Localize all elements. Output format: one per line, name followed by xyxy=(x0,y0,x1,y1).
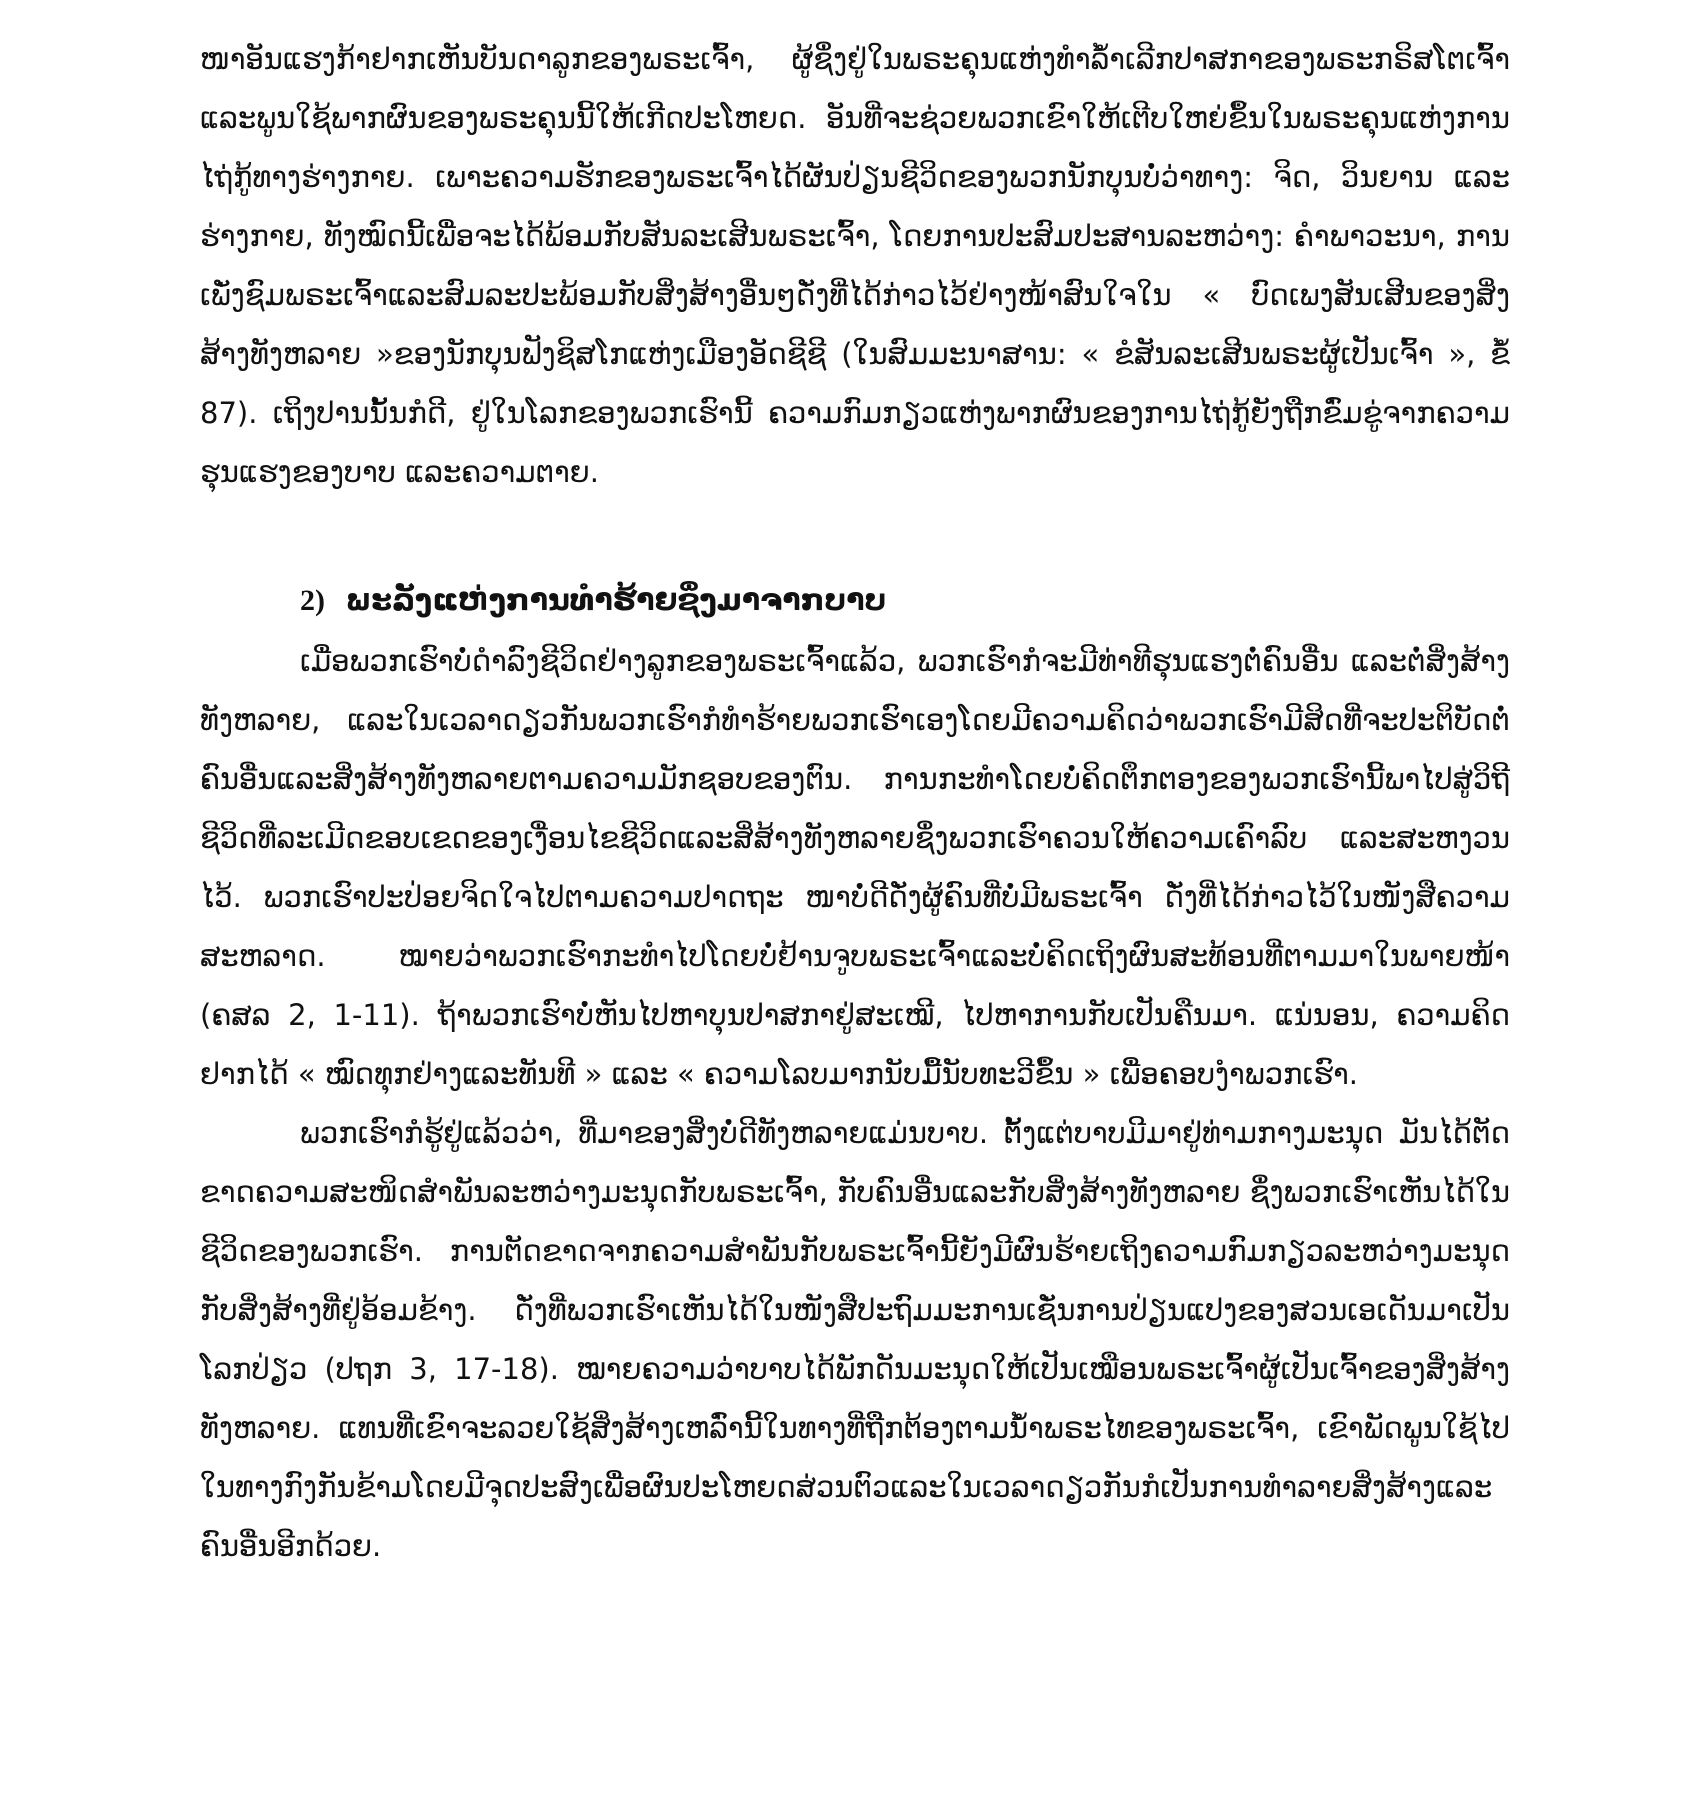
section-spacer xyxy=(200,502,1510,570)
paragraph-2: ເມື່ອພວກເຮົາບໍ່ດໍາລົງຊີວິດຢ່າງລູກຂອງພຣະເຈົ້າແລ້ວ, ພວກເຮົາກໍຈະມີທ່າທີຮຸນແຮງຕໍ່ຄົນອື່ນ ແລະຕໍ່ສິ່ງສ້າງທັງຫລາຍ, ແລະໃນເວລາດຽວກັນພວກເຮົາກໍທໍາຮ້າຍພວກເຮົາເອງໂດຍມີຄວາມຄິດວ່າພວກເຮົາມີສິດທີ່ຈະປະຕິບັດຕໍ່ຄົນອື່ນແລະສິ່ງສ້າງທັງຫລາຍຕາມຄວາມມັກຊອບຂອງຕົນ. ການກະທໍາໂດຍບໍ່ຄິດຕຶກຕອງຂອງພວກເຮົານີ້ພາໄປສູ່ວິຖີຊີວິດທີ່ລະເມີດຂອບເຂດຂອງເງື່ອນໄຂຊີວິດແລະສິ່ສ້າງທັງຫລາຍຊຶ່ງພວກເຮົາຄວນໃຫ້ຄວາມເຄົາລົບ ແລະສະຫງວນໄວ້. ພວກເຮົາປະປ່ອຍຈິດໃຈໄປຕາມຄວາມປາດຖະ ໜາບໍ່ດີດັ່ງຜູ້ຄົນທີ່ບໍ່ມີພຣະເຈົ້າ ດັ່ງທີ່ໄດ້ກ່າວໄວ້ໃນໜັງສືຄວາມສະຫລາດ. ໝາຍວ່າພວກເຮົາກະທໍາໄປໂດຍບໍ່ຢ້ານຈູບພຣະເຈົ້າແລະບໍ່ຄິດເຖິງຜົນສະທ້ອນທີ່ຕາມມາໃນພາຍໜ້າ (ຄສລ 2, 1-11). ຖ້າພວກເຮົາບໍ່ຫັນໄປຫາບຸນປາສກາຢູ່ສະເໝີ, ໄປຫາການກັບເປັນຄືນມາ. ແນ່ນອນ, ຄວາມຄິດຢາກໄດ້ « ໝົດທຸກຢ່າງແລະທັນທີ » ແລະ « ຄວາມໂລບມາກນັບມື້ນັບທະວີຂຶ້ນ » ເພື່ອຄອບງໍາພວກເຮົາ. xyxy=(200,644,1510,1091)
section-heading xyxy=(200,570,1510,632)
paragraph-3: ພວກເຮົາກໍຮູ້ຢູ່ແລ້ວວ່າ, ທີ່ມາຂອງສິ່ງບໍ່ດີທັງຫລາຍແມ່ນບາບ. ຕັ້ງແຕ່ບາບມີມາຢູ່ທ່າມກາງມະນຸດ ມັນໄດ້ຕັດຂາດຄວາມສະໜິດສໍາພັນລະຫວ່າງມະນຸດກັບພຣະເຈົ້າ, ກັບຄົນອື່ນແລະກັບສິ່ງສ້າງທັງຫລາຍ ຊຶ່ງພວກເຮົາເຫັນໄດ້ໃນຊີວິດຂອງພວກເຮົາ. ການຕັດຂາດຈາກຄວາມສໍາພັນກັບພຣະເຈົ້ານີ້ຍັງມີຜົນຮ້າຍເຖິງຄວາມກົມກຽວລະຫວ່າງມະນຸດກັບສິ່ງສ້າງທີ່ຢູ່ອ້ອມຂ້າງ. ດັ່ງທີ່ພວກເຮົາເຫັນໄດ້ໃນໜັງສືປະຖົມມະການເຊັ່ນການປ່ຽນແປງຂອງສວນເອເດັນມາເປັນໂລກປ່ຽວ (ປຖກ 3, 17-18). ໝາຍຄວາມວ່າບາບໄດ້ພັກດັນມະນຸດໃຫ້ເປັນເໝືອນພຣະເຈົ້າຜູ້ເປັນເຈົ້າຂອງສິ່ງສ້າງທັງຫລາຍ. ແທນທີ່ເຂົາຈະລວຍໃຊ້ສິ່ງສ້າງເຫລົ່ານີ້ໃນທາງທີ່ຖືກຕ້ອງຕາມນໍ້າພຣະໄທຂອງພຣະເຈົ້າ, ເຂົາພັດພູນໃຊ້ໄປໃນທາງກົງກັນຂ້າມໂດຍມີຈຸດປະສົງເພື່ອຜົນປະໂຫຍດສ່ວນຕົວແລະໃນເວລາດຽວກັນກໍເປັນການທໍາລາຍສິ່ງສ້າງແລະຄົນອື່ນອີກດ້ວຍ. xyxy=(200,1116,1510,1563)
section-title: ພະລັງແຫ່ງການທໍາຮ້າຍຊຶ່ງມາຈາກບາບ xyxy=(345,583,887,618)
paragraph-1: ໜາອັນແຮງກ້າຢາກເຫັນບັນດາລູກຂອງພຣະເຈົ້າ, ຜູ້ຊຶ່ງຢູ່ໃນພຣະຄຸນແຫ່ງທໍາລໍ້າເລີກປາສກາຂອງພຣະກຣິສໂຕເຈົ້າແລະພູນໃຊ້ພາກຜົນຂອງພຣະຄຸນນີ້ໃຫ້ເກີດປະໂຫຍດ. ອັນທີ່ຈະຊ່ວຍພວກເຂົາໃຫ້ເຕີບໃຫຍ່ຂຶ້ນໃນພຣະຄຸນແຫ່ງການໄຖ່ກູ້ທາງຮ່າງກາຍ. ເພາະຄວາມຮັກຂອງພຣະເຈົ້າໄດ້ຜັນປ່ຽນຊີວິດຂອງພວກນັກບຸນບໍ່ວ່າທາງ: ຈິດ, ວິນຍານ ແລະຮ່າງກາຍ, ທັງໝົດນີ້ເພື່ອຈະໄດ້ພ້ອມກັບສັນລະເສີນພຣະເຈົ້າ, ໂດຍການປະສົມປະສານລະຫວ່າງ: ຄໍາພາວະນາ, ການເພັ່ງຊົມພຣະເຈົ້າແລະສົມລະປະພ້ອມກັບສິ່ງສ້າງອື່ນໆດັ່ງທີ່ໄດ້ກ່າວໄວ້ຢ່າງໜ້າສົນໃຈໃນ « ບົດເພງສັນເສີນຂອງສິ່ງສ້າງທັງຫລາຍ »ຂອງນັກບຸນຟັງຊິສໂກແຫ່ງເມືອງອັດຊີຊີ (ໃນສົມມະນາສານ: « ຂໍສັນລະເສີນພຣະຜູ້ເປັນເຈົ້າ », ຂໍ້ 87). ເຖິງປານນັ້ນກໍດີ, ຢູ່ໃນໂລກຂອງພວກເຮົານີ້ ຄວາມກົມກຽວແຫ່ງພາກຜົນຂອງການໄຖ່ກູ້ຍັງຖືກຂົ່ມຂູ່ຈາກຄວາມຮຸນແຮງຂອງບາບ ແລະຄວາມຕາຍ. xyxy=(200,42,1510,489)
section-number: 2) xyxy=(300,584,325,617)
document-page xyxy=(200,30,1510,1576)
